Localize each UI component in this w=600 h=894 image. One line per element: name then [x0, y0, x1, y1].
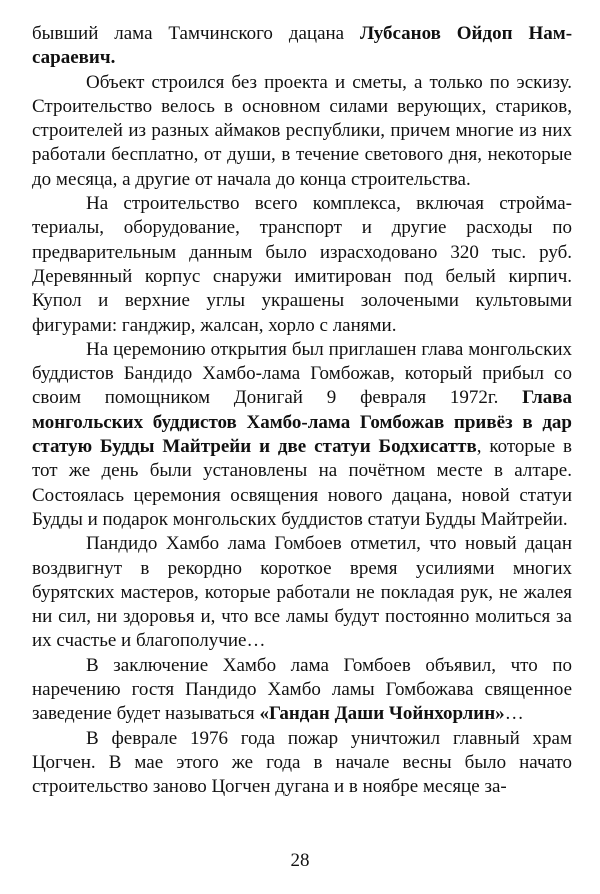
paragraph-6 [32, 654, 572, 727]
paragraph-5 [32, 532, 572, 653]
paragraph-6-text-a: В заключение Хамбо лама Гомбоев объявил, что по наречению гостя Пандидо Хамбо ламы Гомбожава священное заведение будет называться [32, 654, 572, 725]
paragraph-2-text: Объект строился без проекта и сметы, а только по эскизу. Строительство велось в основном силами верующих, стариков, строителей из разных аймаков республики, причем многие из них работали бесплатно, от души, в течение светового дня, некоторые до месяца, а другие от начала до конца строительства. [32, 71, 572, 190]
paragraph-3 [32, 192, 572, 338]
paragraph-7-text: В феврале 1976 года пожар уничтожил главный храм Цогчен. В мае этого же года в начале весны было начато строительство заново Цогчен дугана и в ноябре месяце за- [32, 727, 572, 798]
paragraph-6-bold-name: «Гандан Даши Чойнхорлин» [259, 703, 505, 725]
paragraph-4 [32, 338, 572, 532]
paragraph-4-text-a: На церемонию открытия был приглашен глава монгольских буддистов Бандидо Хамбо-лама Гомбожав, который прибыл со своим помощником Донигай 9 февраля 1972г. [32, 338, 572, 409]
paragraph-1-text: бывший лама Тамчинского дацана [32, 23, 361, 44]
paragraph-3-text: На строительство всего комплекса, включая стройматериалы, оборудование, транспорт и другие расходы по предварительным данным было израсходовано 320 тыс. руб. Деревянный корпус снаружи имитирован под белый кирпич. Купол и верхние углы украшены золочеными культовыми фигурами: ганджир, жалсан, хорло с ланями. [32, 193, 572, 336]
paragraph-5-text: Пандидо Хамбо лама Гомбоев отметил, что новый дацан воздвигнут в рекордно короткое время усилиями многих бурятских мастеров, которые работали не покладая рук, не жалея ни сил, ни здоровья и, что все ламы будут постоянно молиться за их счастье и благополучие… [32, 533, 572, 652]
page-number: 28 [290, 850, 310, 871]
page-body [32, 22, 572, 800]
paragraph-1-name-bold: Лубсанов Ойдоп Намсараевич. [32, 23, 573, 69]
paragraph-1 [32, 22, 572, 71]
paragraph-2 [32, 71, 572, 192]
paragraph-4-bold: Глава монгольских буддистов Хамбо-лама Гомбожав привёз в дар статую Будды Майтрейи и две статуи Бодхисаттв [32, 387, 572, 458]
paragraph-7 [32, 727, 572, 800]
paragraph-6-text-b: … [504, 703, 524, 725]
paragraph-4-text-b: , которые в тот же день были установлены на почётном месте в алтаре. Состоялась церемония освящения нового дацана, новой статуи Будды и подарок монгольских буддистов статуи Будды Майтрейи. [32, 436, 572, 530]
